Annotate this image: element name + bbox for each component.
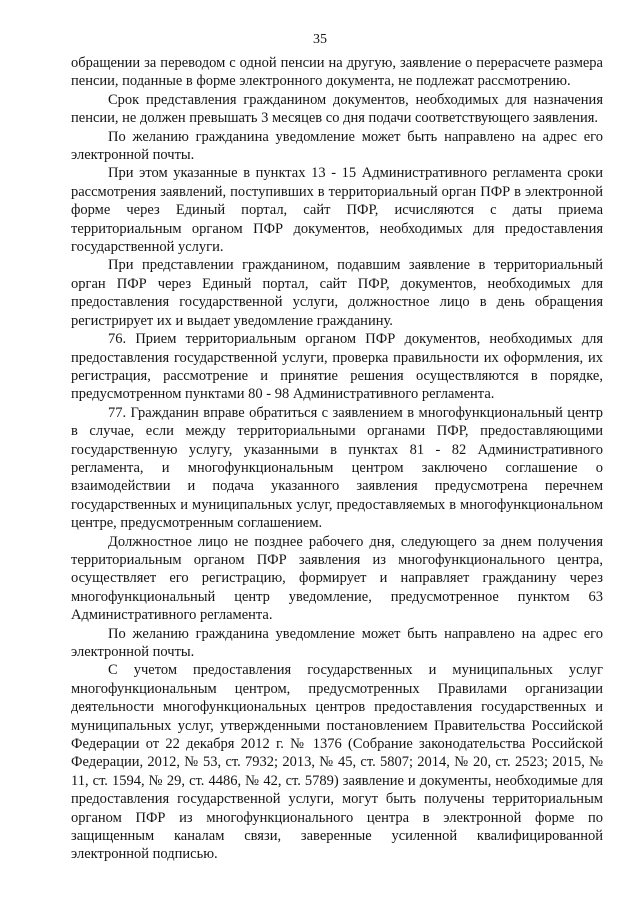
- paragraph-email-notice: По желанию гражданина уведомление может быть направлено на адрес его электронной почты.: [71, 128, 603, 164]
- paragraph-electronic-terms: При этом указанные в пунктах 13 - 15 Административного регламента сроки рассмотрения заявлений, поступивших в территориальный орган ПФР в электронной форме через Единый портал, сайт ПФР, исчисляются с даты приема территориальным органом ПФР документов, необходимых для предоставления государственной услуги.: [71, 165, 603, 256]
- paragraph-item-76: 76. Прием территориальным органом ПФР документов, необходимых для предоставления государственной услуги, проверка правильности их оформления, их регистрация, рассмотрение и принятие решения осуществляются в порядке, предусмотренном пунктами 80 - 98 Административного регламента.: [71, 331, 603, 403]
- page-body: [71, 54, 603, 864]
- paragraph-email-notice-2: По желанию гражданина уведомление может быть направлено на адрес его электронной почты.: [71, 625, 603, 660]
- paragraph-document-deadline: Срок представления гражданином документов, необходимых для назначения пенсии, не должен превышать 3 месяцев со дня подачи соответствующего заявления.: [71, 91, 603, 127]
- paragraph-mfc-rules: С учетом предоставления государственных и муниципальных услуг многофункциональным центром, предусмотренных Правилами организации деятельности многофункциональных центров предоставления государственных и муниципальных услуг, утвержденными постановлением Правительства Российской Федерации от 22 декабря 2012 г. № 1376 (Собрание законодательства Российской Федерации, 2012, № 53, ст. 7932; 2013, № 45, ст. 5807; 2014, № 20, ст. 2523; 2015, № 11, ст. 1594, № 29, ст. 4486, № 42, ст. 5789) заявление и документы, необходимые для предоставления государственной услуги, могут быть получены территориальным органом ПФР из многофункционального центра в электронной форме по защищенным каналам связи, заверенные усиленной квалифицированной электронной подписью.: [71, 662, 603, 863]
- paragraph-registration: При представлении гражданином, подавшим заявление в территориальный орган ПФР через Единый портал, сайт ПФР, документов, необходимых для предоставления государственной услуги, должностное лицо в день обращения регистрирует их и выдает уведомление гражданину.: [71, 257, 603, 329]
- paragraph-official-registration: Должностное лицо не позднее рабочего дня, следующего за днем получения территориальным органом ПФР заявления из многофункционального центра, осуществляет его регистрацию, формирует и направляет гражданину через многофункциональный центр уведомление, предусмотренное пунктом 63 Административного регламента.: [71, 533, 603, 624]
- page-number: 35: [313, 32, 327, 47]
- paragraph-item-77: 77. Гражданин вправе обратиться с заявлением в многофункциональный центр в случае, если между территориальными органами ПФР, предоставляющими государственную услугу, указанными в пунктах 81 - 82 Административного регламента, и многофункциональным центром заключено соглашение о взаимодействии и подача указанного заявления предусмотрена перечнем государственных и муниципальных услуг, предоставляемых в многофункциональном центре, предусмотренным соглашением.: [71, 404, 603, 532]
- paragraph-continuation: обращении за переводом с одной пенсии на другую, заявление о перерасчете размера пенсии, поданные в форме электронного документа, не подлежат рассмотрению.: [71, 55, 603, 90]
